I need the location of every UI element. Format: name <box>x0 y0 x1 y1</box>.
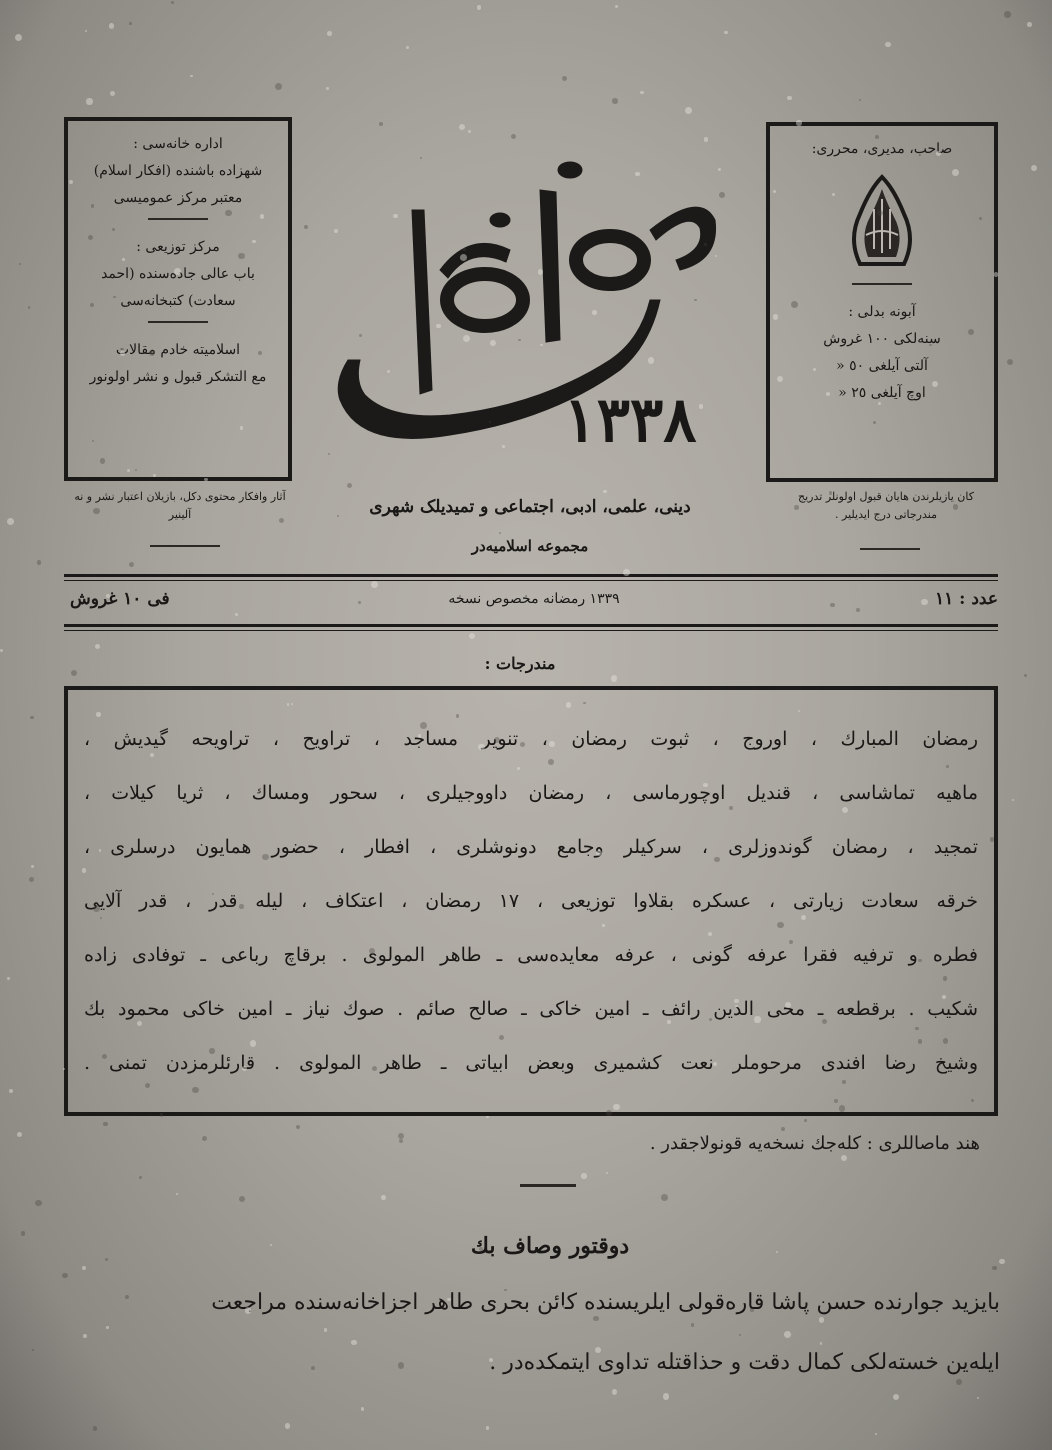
subscription-box <box>766 122 998 482</box>
paper-speck <box>225 210 231 216</box>
paper-speck <box>486 1116 489 1119</box>
paper-speck <box>724 31 728 35</box>
paper-speck <box>324 1328 327 1331</box>
paper-speck <box>826 392 830 396</box>
paper-speck <box>606 1172 608 1174</box>
divider <box>852 283 912 293</box>
advert-title: دوقتور وصاف بك <box>470 1233 630 1259</box>
admin-line: اداره خانه‌سی : <box>133 136 223 152</box>
paper-speck <box>93 905 100 912</box>
left-note: آثار وافکار محتوی دکل، بازیلان اعتبار نشر و نه آلینیر <box>74 490 286 521</box>
paper-speck <box>773 314 779 320</box>
paper-speck <box>798 710 800 712</box>
paper-speck <box>499 532 501 534</box>
paper-speck <box>504 1289 507 1292</box>
paper-speck <box>1007 359 1013 365</box>
divider <box>148 321 208 331</box>
paper-speck <box>17 1132 22 1137</box>
paper-speck <box>596 850 602 856</box>
paper-speck <box>489 1358 493 1362</box>
paper-speck <box>820 1342 823 1345</box>
paper-speck <box>328 453 330 455</box>
paper-speck <box>239 904 243 908</box>
paper-speck <box>1027 22 1032 27</box>
paper-speck <box>334 229 338 233</box>
paper-speck <box>160 1113 164 1117</box>
paper-speck <box>602 924 605 927</box>
paper-speck <box>311 1366 315 1370</box>
paper-speck <box>122 258 125 261</box>
paper-speck <box>859 99 861 101</box>
paper-speck <box>174 268 181 275</box>
paper-speck <box>347 483 352 488</box>
contents-heading: مندرجات : <box>484 654 556 673</box>
paper-speck <box>776 1251 778 1253</box>
paper-speck <box>96 712 100 716</box>
paper-speck <box>494 737 500 743</box>
paper-speck <box>999 1259 1004 1264</box>
paper-speck <box>1012 799 1014 801</box>
admin-line: شهزاده باشنده (افکار اسلام) <box>93 163 263 179</box>
paper-speck <box>209 1048 214 1053</box>
volume-year: ١٣٣٨ <box>563 383 697 456</box>
paper-speck <box>238 253 244 259</box>
paper-speck <box>399 1139 403 1143</box>
admin-line: باب عالی جاده‌سنده (احمد <box>101 266 255 282</box>
paper-speck <box>135 469 137 471</box>
paper-speck <box>661 1194 668 1201</box>
paper-speck <box>709 1018 712 1021</box>
paper-speck <box>106 1326 108 1328</box>
contents-line: وشیخ رضا افندی مرحوملر نعت کشمیری وبعض ابیاتی ـ طاهر المولوی . قارئلرمزدن تمنی . <box>84 1052 978 1074</box>
rule-top-thin <box>64 580 998 581</box>
paper-speck <box>91 204 95 208</box>
paper-speck <box>71 670 77 676</box>
paper-speck <box>548 759 554 765</box>
journal-subtitle-2: مجموعه اسلامیه‌در <box>471 537 589 555</box>
paper-speck <box>86 98 92 104</box>
contents-line: خرقه سعادت زیارتی ، عسکره بقلاوا توزیعی ، ١٧ رمضان ، اعتکاف ، لیله قدر ، قدر آلایی <box>84 890 978 912</box>
paper-speck <box>704 243 707 246</box>
paper-speck <box>31 865 35 869</box>
paper-speck <box>943 976 947 980</box>
contents-box <box>64 686 998 1116</box>
divider <box>860 548 920 550</box>
paper-speck <box>953 504 959 510</box>
advert-line: بایزید جوارنده حسن پاشا قاره‌قولی ایلریسنده کائن بحری طاهر اجزاخانه‌سنده مراجعت <box>211 1290 1000 1315</box>
paper-speck <box>729 806 733 810</box>
paper-speck <box>279 518 284 523</box>
paper-speck <box>918 959 922 963</box>
paper-speck <box>120 351 125 356</box>
paper-speck <box>517 767 520 770</box>
paper-speck <box>85 30 87 32</box>
paper-speck <box>270 1244 272 1246</box>
paper-speck <box>612 1389 618 1395</box>
paper-speck <box>137 1021 142 1026</box>
paper-speck <box>258 351 262 355</box>
paper-speck <box>819 1317 825 1323</box>
paper-speck <box>88 235 93 240</box>
paper-speck <box>1031 165 1037 171</box>
paper-speck <box>372 1066 377 1071</box>
admin-line: معتبر مرکز عمومیسی <box>113 190 243 206</box>
paper-speck <box>791 301 798 308</box>
paper-speck <box>813 368 816 371</box>
subscription-line: آلتی آیلغی ٥٠ « <box>836 358 928 374</box>
paper-speck <box>371 581 378 588</box>
paper-speck <box>873 421 876 424</box>
paper-speck <box>540 344 542 346</box>
paper-speck <box>304 225 309 230</box>
paper-speck <box>456 714 460 718</box>
paper-speck <box>486 1426 490 1430</box>
paper-speck <box>784 1331 791 1338</box>
paper-speck <box>885 42 891 48</box>
paper-speck <box>192 1087 199 1094</box>
paper-speck <box>90 303 94 307</box>
contents-line: رمضان المبارك ، اوروج ، ثبوت رمضان ، تنویر مساجد ، تراویح ، تراویحه گیدیش ، <box>84 728 978 750</box>
paper-speck <box>739 1334 742 1337</box>
paper-speck <box>153 474 156 477</box>
paper-speck <box>460 254 467 261</box>
paper-speck <box>82 1266 87 1271</box>
paper-speck <box>794 505 799 510</box>
issue-bar <box>64 585 998 623</box>
paper-speck <box>285 1423 291 1429</box>
admin-line: مع التشکر قبول و نشر اولونور <box>89 369 267 385</box>
administration-box <box>64 117 292 481</box>
right-note: کان یازیلرندن هایان قبول اولونلر تدریج مندرجاتی درج ایدیلیر . <box>798 490 974 521</box>
paper-speck <box>663 1393 670 1400</box>
paper-speck <box>777 922 783 928</box>
paper-speck <box>145 1083 150 1088</box>
paper-speck <box>992 1266 996 1270</box>
paper-speck <box>15 34 22 41</box>
paper-speck <box>100 917 102 919</box>
paper-speck <box>176 1193 178 1195</box>
owner-line: صاحب، مدیری، محرری: <box>811 141 953 157</box>
paper-speck <box>469 633 475 639</box>
paper-speck <box>595 1347 601 1353</box>
paper-speck <box>685 107 692 114</box>
paper-speck <box>93 1426 97 1430</box>
paper-speck <box>19 263 21 265</box>
subscription-line: سنه‌لکی ١٠٠ غروش <box>823 331 941 347</box>
svg-text:محفل: محفل <box>517 322 543 333</box>
paper-speck <box>327 31 332 36</box>
paper-speck <box>499 1035 504 1040</box>
paper-speck <box>713 1062 717 1066</box>
paper-speck <box>562 76 567 81</box>
paper-speck <box>946 765 949 768</box>
paper-speck <box>100 458 106 464</box>
paper-speck <box>796 120 802 126</box>
paper-speck <box>875 135 879 139</box>
paper-speck <box>704 137 709 142</box>
paper-speck <box>361 1407 365 1411</box>
paper-speck <box>125 1295 129 1299</box>
paper-speck <box>932 381 938 387</box>
paper-speck <box>105 1258 108 1261</box>
paper-speck <box>212 893 214 895</box>
paper-speck <box>32 1349 34 1351</box>
issue-number: عدد : ١١ <box>934 589 998 609</box>
subscription-line: آبونه بدلی : <box>848 304 916 320</box>
paper-speck <box>436 324 440 328</box>
paper-speck <box>235 613 238 616</box>
rule-bottom <box>64 624 998 627</box>
paper-speck <box>977 1397 979 1399</box>
paper-speck <box>296 1125 300 1129</box>
subscription-line: اوچ آیلغی ٢٥ « <box>838 385 926 401</box>
paper-speck <box>592 310 597 315</box>
paper-speck <box>468 130 471 133</box>
paper-speck <box>781 1127 785 1131</box>
paper-speck <box>691 1323 694 1326</box>
paper-speck <box>398 1133 404 1139</box>
admin-line: اسلامیته خادم مقالات <box>115 342 241 358</box>
paper-speck <box>381 1195 386 1200</box>
paper-speck <box>667 1020 670 1023</box>
tughra-emblem-icon <box>840 169 924 273</box>
paper-speck <box>83 1334 87 1338</box>
paper-speck <box>952 169 959 176</box>
paper-speck <box>459 124 465 130</box>
paper-speck <box>202 1136 207 1141</box>
paper-speck <box>719 192 725 198</box>
paper-speck <box>615 5 618 8</box>
contents-line: تمجید ، رمضان گوندوزلری ، سرکیلر وجامع دونوشلری ، افطار ، حضور همایون درسلری ، <box>84 836 978 858</box>
paper-speck <box>326 87 329 90</box>
paper-speck <box>754 1016 760 1022</box>
paper-speck <box>7 977 10 980</box>
paper-speck <box>1024 674 1027 677</box>
paper-speck <box>929 344 932 347</box>
paper-speck <box>9 1089 13 1093</box>
contents-line: فطره و ترفیه فقرا عرفه گونی ، عرفه معایده‌سی ـ طاهر المولوی . برقاچ رباعی ـ توفادی زاده <box>84 944 978 966</box>
paper-speck <box>603 490 607 494</box>
paper-speck <box>956 1379 962 1385</box>
issue-date: ١٣٣٩ رمضانه مخصوص نسخه <box>448 591 620 607</box>
paper-speck <box>804 1119 807 1122</box>
paper-speck <box>990 837 994 841</box>
contents-line: شکیب . برقطعه ـ محی الدین رائف ـ امین خاکی ـ صالح صائم . صوك نیاز ـ امین خاکی محمود بك <box>84 998 978 1020</box>
issue-price: فی ١٠ غروش <box>70 589 170 609</box>
paper-speck <box>640 91 644 95</box>
paper-speck <box>581 1173 587 1179</box>
paper-speck <box>275 83 282 90</box>
paper-speck <box>37 560 42 565</box>
admin-line: سعادت) کتبخانه‌سی <box>120 293 236 309</box>
paper-speck <box>875 1433 877 1435</box>
paper-speck <box>106 594 110 598</box>
paper-speck <box>801 915 806 920</box>
paper-speck <box>398 1362 405 1369</box>
paper-speck <box>606 1110 612 1116</box>
paper-speck <box>95 644 100 649</box>
paper-speck <box>387 370 390 373</box>
contents-line: ماهیه تماشاسی ، قندیل اوچورماسی ، رمضان داووجیلری ، سحور ومساك ، ثریا کیلات ، <box>84 782 978 804</box>
paper-speck <box>773 190 776 193</box>
rule-top <box>64 574 998 577</box>
paper-speck <box>942 995 946 999</box>
paper-speck <box>841 1155 847 1161</box>
paper-speck <box>477 5 481 9</box>
paper-speck <box>204 478 208 482</box>
paper-speck <box>82 868 87 873</box>
paper-speck <box>129 22 132 25</box>
paper-speck <box>93 508 100 515</box>
paper-speck <box>549 741 555 747</box>
paper-speck <box>28 306 31 309</box>
paper-speck <box>337 515 339 517</box>
paper-speck <box>623 569 630 576</box>
paper-speck <box>613 1104 620 1111</box>
paper-speck <box>0 649 3 652</box>
paper-speck <box>593 1316 599 1322</box>
paper-speck <box>99 849 102 852</box>
paper-speck <box>109 23 115 29</box>
paper-speck <box>30 716 34 720</box>
paper-speck <box>750 1308 754 1312</box>
paper-speck <box>393 214 397 218</box>
paper-speck <box>1004 11 1011 18</box>
paper-speck <box>351 1340 357 1346</box>
paper-speck <box>139 1176 142 1179</box>
paper-speck <box>878 402 881 405</box>
paper-speck <box>479 1247 483 1251</box>
paper-speck <box>612 98 618 104</box>
paper-speck <box>171 1 174 4</box>
paper-speck <box>893 1394 899 1400</box>
paper-speck <box>708 932 712 936</box>
footnote: هند ماصاللری : کله‌جك نسخه‌یه قونولاجقدر . <box>649 1133 980 1154</box>
rule-bottom-thin <box>64 630 998 631</box>
divider <box>148 218 208 228</box>
admin-line: مرکز توزیعی : <box>136 239 220 255</box>
paper-speck <box>7 518 14 525</box>
paper-speck <box>252 240 255 243</box>
paper-speck <box>842 1080 845 1083</box>
paper-speck <box>787 96 791 100</box>
paper-speck <box>21 1231 25 1235</box>
paper-speck <box>538 269 543 274</box>
paper-speck <box>489 421 491 423</box>
paper-speck <box>936 151 941 156</box>
paper-speck <box>358 601 361 604</box>
paper-speck <box>785 1002 791 1008</box>
advert-line: ایله‌ین خسته‌لکی کمال دقت و حذاقتله تداوی ایتمکده‌در . <box>489 1350 1000 1375</box>
paper-speck <box>562 1305 566 1309</box>
paper-speck <box>110 91 115 96</box>
divider <box>150 545 220 547</box>
journal-subtitle: دینی، علمی، ادبی، اجتماعی و تمیدیلک شهری <box>369 497 691 517</box>
paper-speck <box>35 1200 42 1207</box>
paper-speck <box>62 1273 67 1278</box>
paper-speck <box>877 210 883 216</box>
paper-speck <box>29 877 34 882</box>
paper-speck <box>559 790 564 795</box>
paper-speck <box>379 122 383 126</box>
paper-speck <box>566 702 571 707</box>
paper-speck <box>420 722 427 729</box>
paper-speck <box>239 1196 245 1202</box>
paper-speck <box>103 1122 108 1127</box>
paper-speck <box>406 46 409 49</box>
paper-speck <box>502 445 505 448</box>
paper-speck <box>190 75 193 78</box>
paper-speck <box>478 744 484 750</box>
paper-speck <box>511 134 516 139</box>
paper-speck <box>262 854 268 860</box>
divider <box>520 1184 576 1187</box>
paper-speck <box>418 734 421 737</box>
paper-speck <box>611 675 617 681</box>
paper-speck <box>149 350 155 356</box>
paper-speck <box>918 1039 922 1043</box>
paper-speck <box>994 272 998 276</box>
paper-speck <box>129 562 134 567</box>
paper-speck <box>518 339 520 341</box>
